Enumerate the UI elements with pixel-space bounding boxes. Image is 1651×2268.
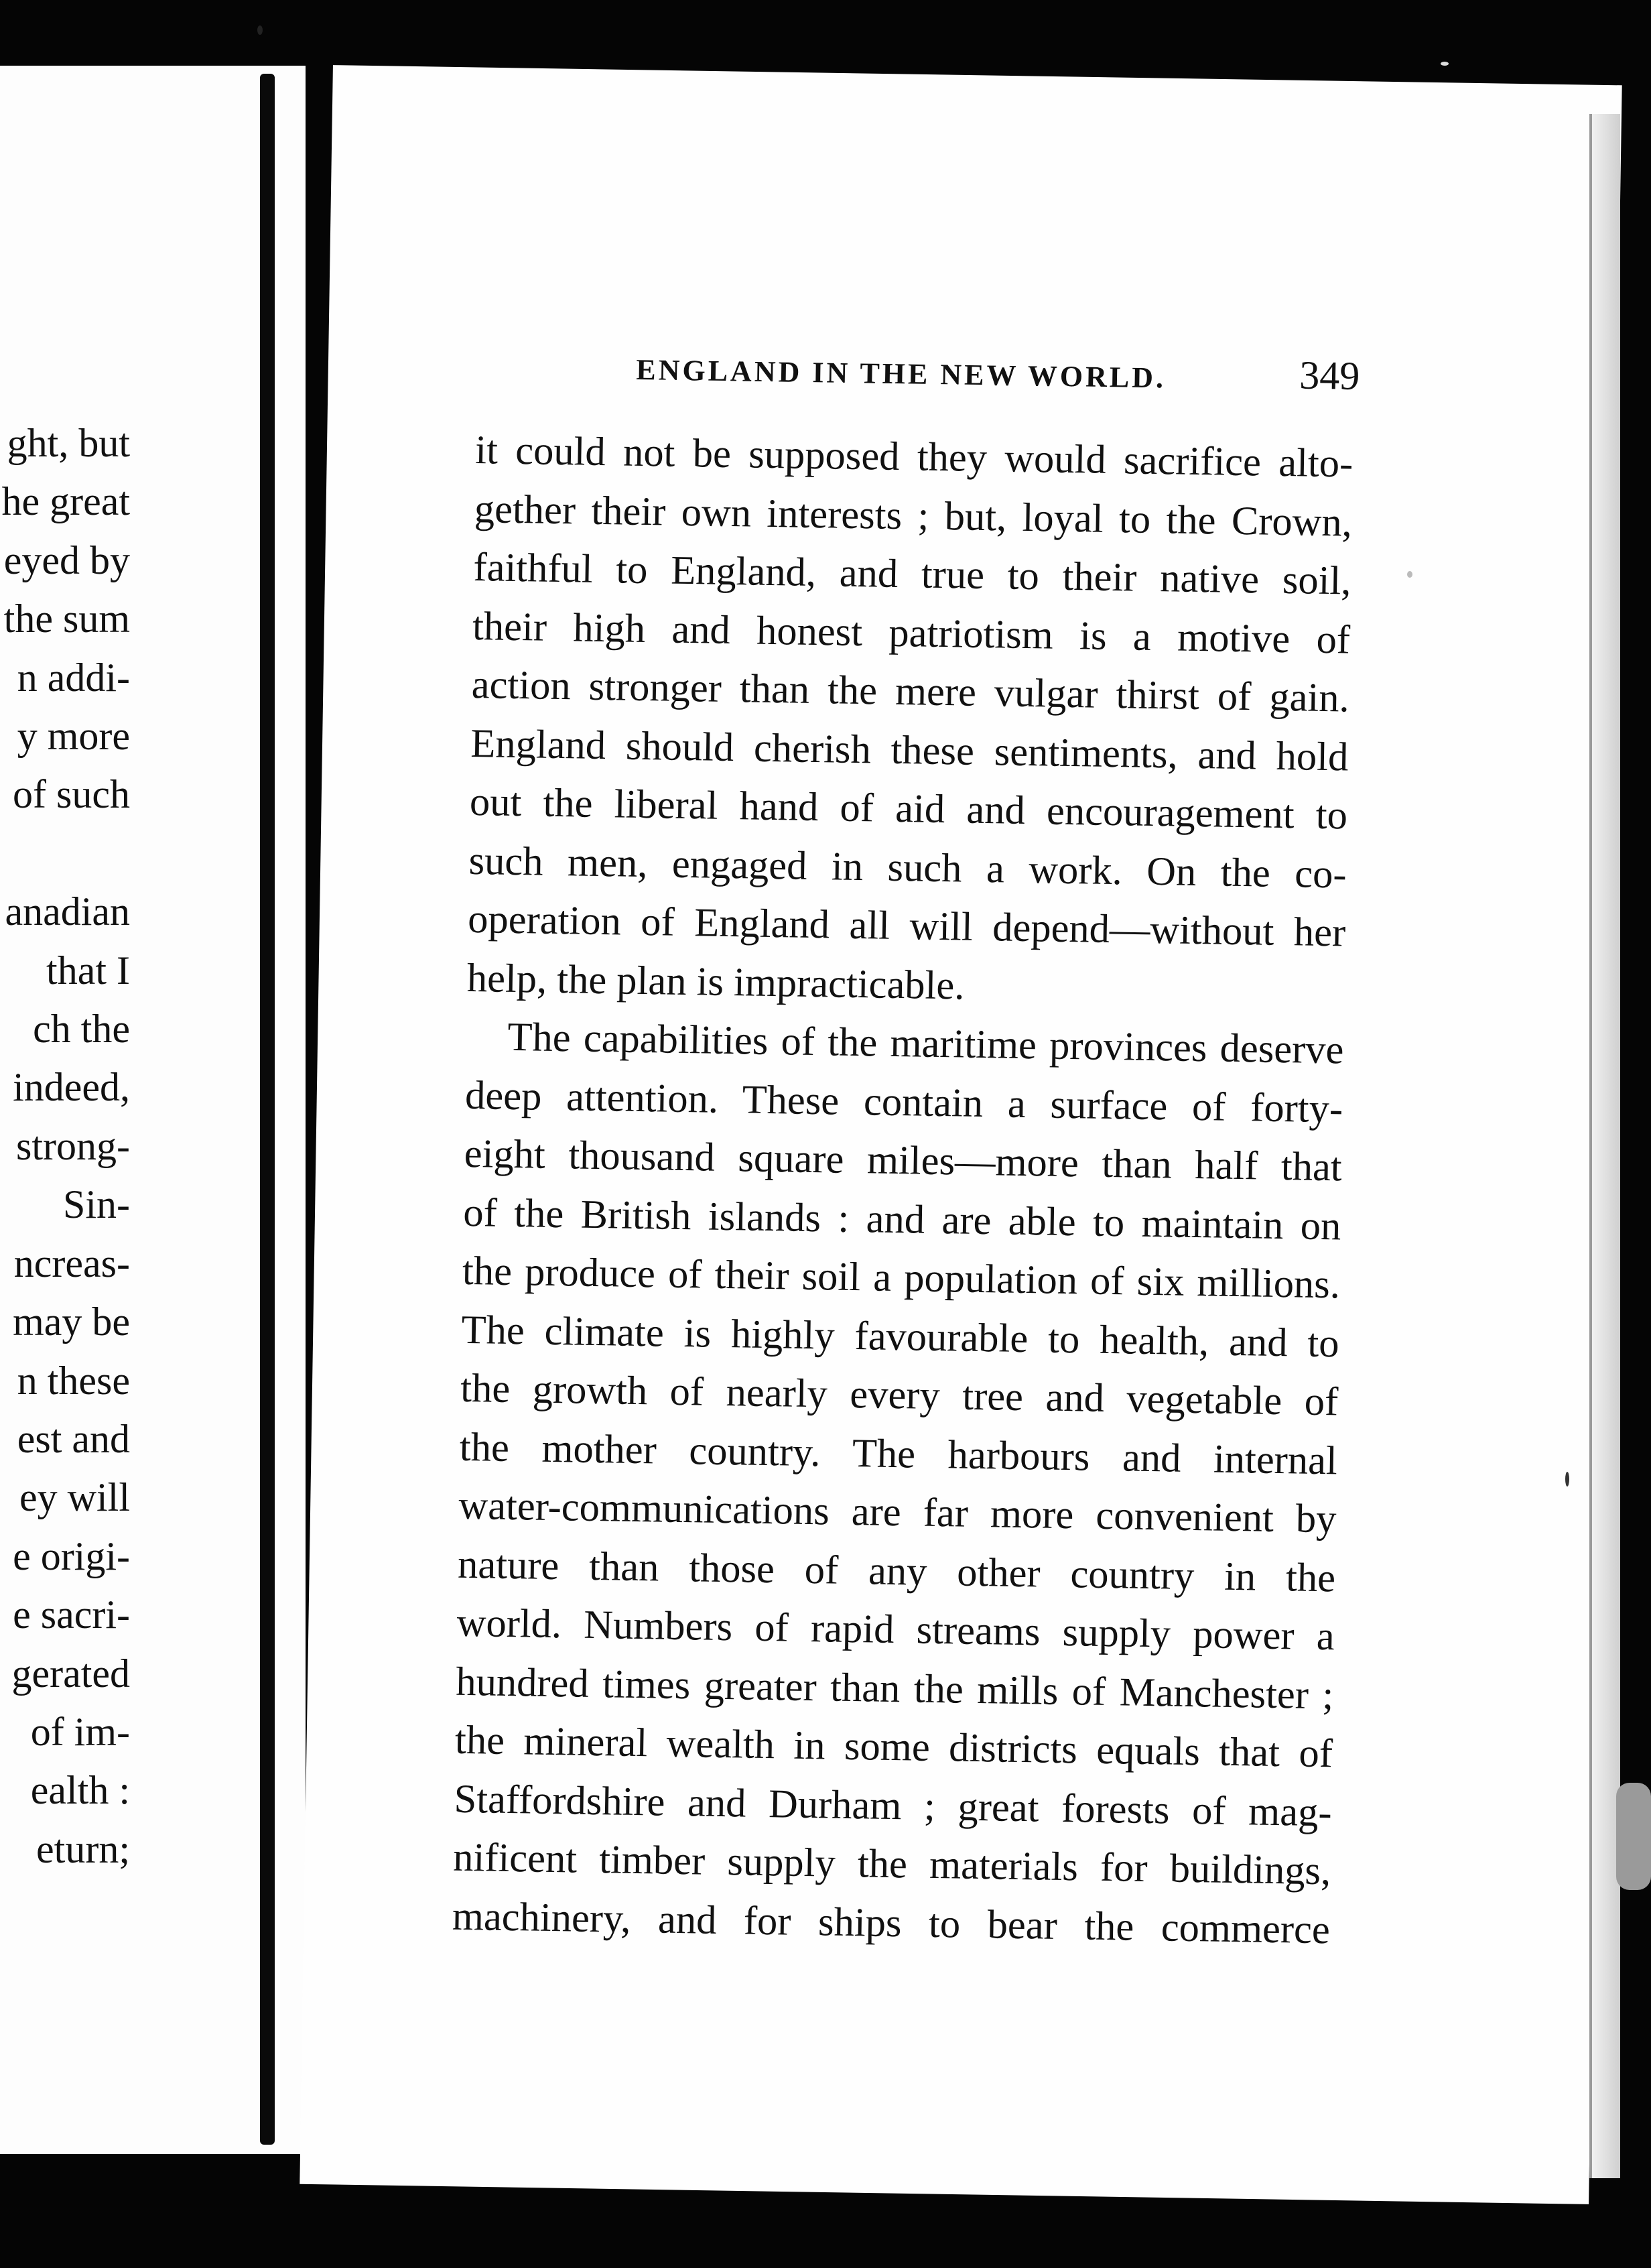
text-line: The capabilities of the maritime provinces deserve (507, 1014, 1344, 1073)
text-line: nature than those of any other country in the (457, 1541, 1336, 1600)
dust-speck (1407, 571, 1412, 578)
left-line: n these (17, 1358, 130, 1403)
left-line: ealth : (30, 1768, 130, 1813)
text-line: water-communications are far more convenient by (458, 1483, 1337, 1542)
left-line: of im- (30, 1709, 130, 1754)
text-line: nificent timber supply the materials for buildings, (452, 1834, 1331, 1894)
left-line: ncreas- (13, 1241, 130, 1285)
left-line: of such (13, 772, 130, 817)
left-line: eyed by (3, 538, 130, 582)
left-page-text (0, 414, 130, 1879)
left-line: y more (17, 714, 130, 759)
dust-speck (1565, 1472, 1569, 1487)
running-head (636, 342, 1360, 414)
text-line: the mother country. The harbours and internal (459, 1424, 1338, 1483)
text-line: help, the plan is impracticable. (466, 955, 965, 1009)
left-line: Sin- (62, 1182, 130, 1227)
left-line: e origi- (13, 1533, 130, 1578)
left-line: ey will (19, 1475, 130, 1520)
left-line: e sacri- (13, 1592, 130, 1637)
left-line: indeed, (13, 1065, 130, 1110)
book-gutter (260, 74, 275, 2145)
left-line: ch the (33, 1007, 130, 1052)
text-line: England should cherish these sentiments, and hold (470, 720, 1349, 780)
text-line: the mineral wealth in some districts equals that of (454, 1717, 1333, 1777)
left-line: gerated (11, 1651, 130, 1696)
dust-speck (1441, 62, 1449, 66)
text-line: it could not be supposed they would sacrifice alto- (474, 427, 1353, 487)
left-line: est and (17, 1416, 130, 1461)
scan-artifact (1616, 1783, 1651, 1890)
text-line: The climate is highly favourable to health, and to (461, 1307, 1340, 1366)
left-line: n addi- (17, 655, 130, 700)
text-line: of the British islands : and are able to maintain on (462, 1190, 1341, 1249)
text-line: hundred times greater than the mills of Manchester ; (455, 1659, 1334, 1718)
text-line: operation of England all will depend—without her (467, 896, 1346, 956)
text-line: faithful to England, and true to their native soil, (473, 544, 1351, 604)
text-line: eight thousand square miles—more than half that (464, 1131, 1343, 1190)
left-line: ght, but (7, 421, 130, 465)
text-line: out the liberal hand of aid and encouragement to (469, 779, 1348, 838)
text-line: gether their own interests ; but, loyal to the Crown, (474, 486, 1353, 546)
left-line: eturn; (36, 1826, 130, 1871)
left-line: anadian (5, 889, 130, 934)
left-line: he great (1, 479, 130, 524)
page-number: 349 (1299, 353, 1360, 398)
text-line: the growth of nearly every tree and vegetable of (460, 1365, 1339, 1425)
left-line: strong- (16, 1123, 130, 1168)
text-line: Staffordshire and Durham ; great forests of mag- (454, 1776, 1333, 1835)
running-head-title: ENGLAND IN THE NEW WORLD. (635, 353, 1167, 395)
left-line: may be (13, 1300, 130, 1344)
text-line: machinery, and for ships to bear the commerce (452, 1893, 1331, 1952)
text-line: the produce of their soil a population of six millions. (462, 1248, 1341, 1308)
text-line: their high and honest patriotism is a motive of (472, 603, 1351, 663)
left-line: that I (46, 948, 130, 993)
text-line: world. Numbers of rapid streams supply power a (456, 1600, 1335, 1659)
text-line: deep attention. These contain a surface of forty- (464, 1072, 1343, 1131)
body-text (452, 421, 1353, 1959)
left-line: the sum (3, 596, 130, 641)
dust-speck (257, 25, 263, 35)
text-line: action stronger than the mere vulgar thirst of gain. (471, 662, 1350, 721)
text-line: such men, engaged in such a work. On the co- (468, 838, 1347, 897)
left-line (0, 824, 130, 883)
